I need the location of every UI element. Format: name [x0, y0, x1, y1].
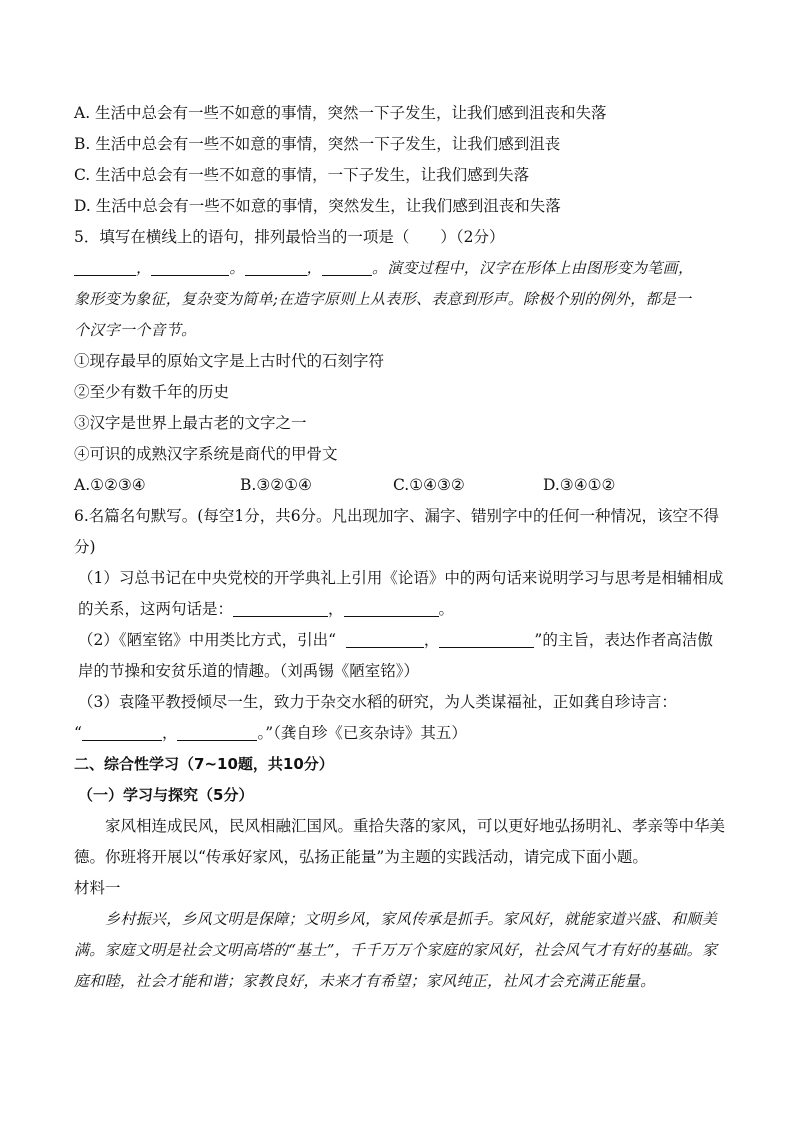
question-5-item-3: ③汉字是世界上最古老的文字之一 — [74, 414, 307, 432]
question-4-options — [74, 98, 726, 222]
choice-d[interactable]: D.③④①② — [543, 476, 616, 494]
part-1-text: （1）习总书记在中央党校的开学典礼上引用《论语》中的两句话来说明学习与思考是相辅相成的关系，这两句话是： — [78, 569, 724, 618]
punctuation: ， — [328, 600, 344, 618]
question-6-part-3 — [74, 687, 726, 718]
question-5-passage-line2: 象形变为象征，复杂变为简单;在造字原则上从表形、表意到形声。除极个别的例外，都是一 — [74, 290, 692, 308]
question-6-part-1 — [74, 563, 726, 625]
material-label: 材料一 — [74, 879, 121, 897]
part-3-source: 。”（龚自珍《已亥杂诗》其五） — [257, 724, 467, 742]
punctuation: 。 — [229, 259, 245, 277]
answer-blank[interactable] — [151, 257, 229, 276]
answer-blank[interactable] — [74, 257, 136, 276]
question-5-item-2: ②至少有数千年的历史 — [74, 383, 230, 401]
section-2-title: 二、综合性学习（7~10题，共10分） — [74, 755, 334, 773]
section-2-subtitle: （一）学习与探究（5分） — [78, 786, 254, 804]
answer-blank[interactable] — [245, 257, 307, 276]
punctuation: ， — [161, 724, 178, 742]
option-b: B. 生活中总会有一些不如意的事情，突然一下子发生，让我们感到沮丧 — [74, 135, 561, 153]
exam-page — [74, 98, 726, 997]
part-2-text-end: ”的主旨，表达作者高洁傲岸的节操和安贫乐道的情趣。（刘禹锡《陋室铭》） — [78, 631, 713, 680]
punctuation: ， — [423, 631, 440, 649]
question-6-part-2 — [74, 625, 726, 687]
question-5-passage-line1 — [74, 253, 726, 284]
answer-blank[interactable] — [344, 598, 439, 617]
question-5-choices — [74, 470, 726, 501]
question-5-item-1: ①现存最早的原始文字是上古时代的石刻字符 — [74, 352, 385, 370]
question-5-item-4: ④可识的成熟汉字系统是商代的甲骨文 — [74, 445, 338, 463]
question-5-title: 5．填写在横线上的语句，排列最恰当的一项是（ ）（2分） — [74, 228, 505, 246]
answer-blank[interactable] — [233, 598, 328, 617]
part-3-text: （3）袁隆平教授倾尽一生，致力于杂交水稻的研究，为人类谋福祉，正如龚自珍诗言： — [78, 693, 677, 711]
option-d: D. 生活中总会有一些不如意的事情，突然发生，让我们感到沮丧和失落 — [74, 197, 561, 215]
answer-blank[interactable] — [177, 722, 257, 741]
option-c: C. 生活中总会有一些不如意的事情，一下子发生，让我们感到失落 — [74, 166, 530, 184]
question-6-part-3-blanks — [74, 718, 726, 749]
punctuation: 。 — [438, 600, 455, 618]
question-6 — [74, 501, 726, 749]
punctuation: ， — [136, 259, 152, 277]
part-2-text: （2）《陋室铭》中用类比方式，引出“ — [78, 631, 337, 649]
answer-blank[interactable] — [322, 257, 372, 276]
punctuation: “ — [74, 724, 82, 742]
choice-c[interactable]: C.①④③② — [393, 476, 465, 494]
question-6-title: 6.名篇名句默写。(每空1分，共6分。凡出现加字、漏字、错别字中的任何一种情况，该空不得分) — [74, 507, 720, 556]
question-5-passage-line3: 个汉字一个音节。 — [74, 321, 197, 339]
punctuation: ， — [306, 259, 322, 277]
passage-text: 。演变过程中，汉字在形体上由图形变为笔画， — [371, 259, 694, 277]
answer-blank[interactable] — [346, 629, 424, 648]
question-5 — [74, 222, 726, 501]
choice-a[interactable]: A.①②③④ — [74, 476, 146, 494]
choice-b[interactable]: B.③②①④ — [240, 476, 312, 494]
option-a: A. 生活中总会有一些不如意的事情，突然一下子发生，让我们感到沮丧和失落 — [74, 104, 607, 122]
answer-blank[interactable] — [82, 722, 162, 741]
answer-blank[interactable] — [439, 629, 534, 648]
section-2-intro: 家风相连成民风，民风相融汇国风。重拾失落的家风，可以更好地弘扬明礼、孝亲等中华美德。你班将开展以“传承好家风，弘扬正能量”为主题的实践活动，请完成下面小题。 — [74, 817, 726, 866]
section-2 — [74, 749, 726, 997]
material-text: 乡村振兴，乡风文明是保障；文明乡风，家风传承是抓手。家风好，就能家道兴盛、和顺美满。家庭文明是社会文明高塔的“基土”，千千万万个家庭的家风好，社会风气才有好的基础。家庭和睦，社会才能和谐；家教良好，未来才有希望；家风纯正，社风才会充满正能量。 — [74, 910, 718, 990]
